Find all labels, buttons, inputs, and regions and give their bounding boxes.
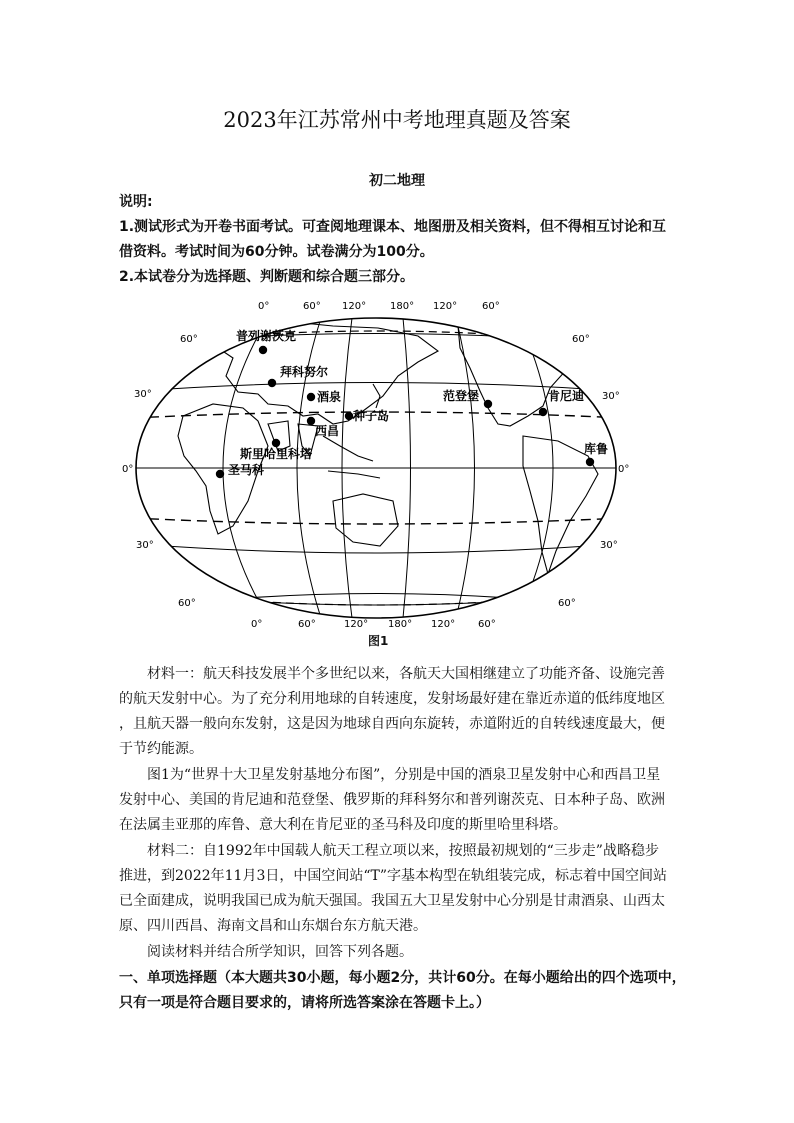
bottom-lon-120w: 120° xyxy=(431,619,456,630)
site-marker-baikonur xyxy=(268,379,276,387)
site-label-baikonur: 拜科努尔 xyxy=(280,365,329,379)
site-marker-tanegashima xyxy=(345,412,353,420)
material-2-line-1: 材料二：自1992年中国载人航天工程立项以来，按照最初规划的“三步走”战略稳步 xyxy=(147,843,659,859)
note-1-line-1: 1.测试形式为开卷书面考试。可查阅地理课本、地图册及相关资料，但不得相互讨论和互 xyxy=(119,219,667,235)
document-subtitle: 初二地理 xyxy=(369,173,425,189)
site-marker-plesetsk xyxy=(259,346,267,354)
note-2: 2.本试卷分为选择题、判断题和综合题三部分。 xyxy=(119,269,415,285)
right-lat-0: 0° xyxy=(618,464,630,475)
figure-desc-line-3: 在法属圭亚那的库鲁、意大利在肯尼亚的圣马科及印度的斯里哈里科塔。 xyxy=(119,817,567,833)
notes-heading: 说明: xyxy=(119,194,153,210)
site-marker-kennedy xyxy=(539,408,547,416)
document-title: 2023年江苏常州中考地理真题及答案 xyxy=(223,108,571,132)
top-lon-180: 180° xyxy=(390,301,415,312)
site-label-tanegashima: 种子岛 xyxy=(353,409,390,423)
left-lat-60s: 60° xyxy=(178,598,196,609)
figure-caption: 图1 xyxy=(368,634,389,648)
site-label-vandenberg: 范登堡 xyxy=(443,389,480,403)
right-lat-60n: 60° xyxy=(572,334,590,345)
site-label-kennedy: 肯尼迪 xyxy=(548,389,585,403)
site-marker-jiuquan xyxy=(307,393,315,401)
site-label-sanmarco: 圣马科 xyxy=(228,463,265,477)
note-1-line-2: 借资料。考试时间为60分钟。试卷满分为100分。 xyxy=(119,244,434,260)
right-lat-30n: 30° xyxy=(602,391,620,402)
left-lat-0: 0° xyxy=(122,464,134,475)
site-label-sriharikota: 斯里哈里科塔 xyxy=(240,447,313,461)
material-2-line-4: 原、四川西昌、海南文昌和山东烟台东方航天港。 xyxy=(119,918,427,934)
bottom-lon-60: 60° xyxy=(298,619,316,630)
site-marker-kourou xyxy=(586,458,594,466)
left-lat-60n: 60° xyxy=(180,334,198,345)
top-lon-0: 0° xyxy=(258,301,270,312)
right-lat-60s: 60° xyxy=(558,598,576,609)
material-1-line-2: 的航天发射中心。为了充分利用地球的自转速度，发射场最好建在靠近赤道的低纬度地区 xyxy=(119,691,665,707)
site-label-xichang: 西昌 xyxy=(315,424,340,438)
site-label-plesetsk: 普列谢茨克 xyxy=(236,329,297,343)
top-lon-60: 60° xyxy=(303,301,321,312)
material-2-line-2: 推进，到2022年11月3日，中国空间站“T”字基本构型在轨组装完成，标志着中国空间站 xyxy=(119,868,668,884)
site-marker-xichang xyxy=(307,417,315,425)
left-lat-30s: 30° xyxy=(136,540,154,551)
section-1-line-1: 一、单项选择题（本大题共30小题，每小题2分，共计60分。在每小题给出的四个选项中， xyxy=(119,970,686,986)
material-1-line-1: 材料一：航天科技发展半个多世纪以来，各航天大国相继建立了功能齐备、设施完善 xyxy=(147,666,665,682)
figure-desc-line-2: 发射中心、美国的肯尼迪和范登堡、俄罗斯的拜科努尔和普列谢茨克、日本种子岛、欧洲 xyxy=(119,792,665,808)
bottom-lon-60w: 60° xyxy=(478,619,496,630)
material-1-line-4: 于节约能源。 xyxy=(119,741,203,757)
top-lon-120w: 120° xyxy=(433,301,458,312)
bottom-lon-120: 120° xyxy=(344,619,369,630)
world-launch-sites-map xyxy=(118,296,638,636)
top-lon-120: 120° xyxy=(342,301,367,312)
instruction: 阅读材料并结合所学知识，回答下列各题。 xyxy=(147,944,413,960)
bottom-lon-0: 0° xyxy=(251,619,263,630)
site-label-jiuquan: 酒泉 xyxy=(317,390,342,404)
site-label-kourou: 库鲁 xyxy=(584,442,609,456)
left-lat-30n: 30° xyxy=(134,389,152,400)
figure-desc-line-1: 图1为“世界十大卫星发射基地分布图”，分别是中国的酒泉卫星发射中心和西昌卫星 xyxy=(147,767,661,783)
material-2-line-3: 已全面建成，说明我国已成为航天强国。我国五大卫星发射中心分别是甘肃酒泉、山西太 xyxy=(119,893,665,909)
right-lat-30s: 30° xyxy=(600,540,618,551)
site-marker-sriharikota xyxy=(272,439,280,447)
site-marker-vandenberg xyxy=(484,400,492,408)
section-1-line-2: 只有一项是符合题目要求的，请将所选答案涂在答题卡上。） xyxy=(119,995,490,1011)
top-lon-60w: 60° xyxy=(482,301,500,312)
site-marker-sanmarco xyxy=(216,470,224,478)
bottom-lon-180: 180° xyxy=(388,619,413,630)
material-1-line-3: ，且航天器一般向东发射，这是因为地球自西向东旋转，赤道附近的自转线速度最大，便 xyxy=(119,716,665,732)
